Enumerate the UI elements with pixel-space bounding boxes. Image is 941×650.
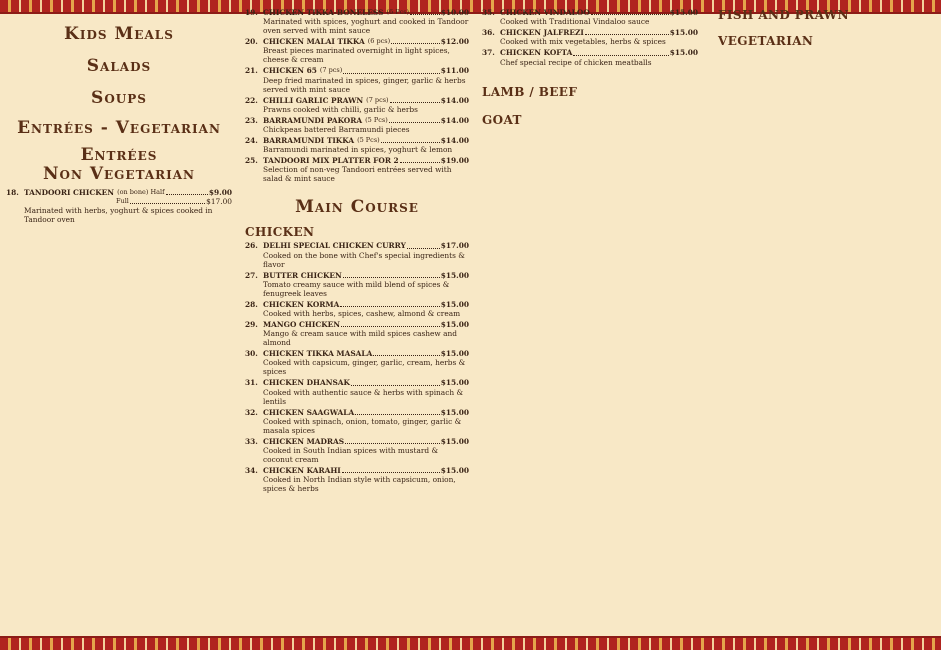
item-name: CHICKEN KORMA bbox=[263, 299, 340, 309]
item-number: 32. bbox=[245, 407, 258, 417]
item-name: CHICKEN DHANSAK bbox=[263, 378, 350, 388]
menu-item-row bbox=[245, 349, 469, 358]
item-price: $14.00 bbox=[440, 136, 469, 146]
item-price: $10.00 bbox=[440, 8, 469, 17]
item-description: Chef special recipe of chicken meatballs bbox=[500, 57, 652, 67]
item-name: CHICKEN SAAGWALA bbox=[263, 407, 355, 417]
item-description: Tomato creamy sauce with mild blend of spices & fenugreek leaves bbox=[263, 279, 450, 298]
menu-item-row bbox=[245, 466, 469, 475]
item-number: 30. bbox=[245, 349, 258, 359]
item-name: DELHI SPECIAL CHICKEN CURRY bbox=[263, 241, 406, 251]
menu-item-row bbox=[245, 378, 469, 387]
menu-column-4 bbox=[718, 8, 926, 48]
menu-item bbox=[482, 8, 698, 26]
menu-item bbox=[245, 96, 469, 114]
item-price: $14.00 bbox=[440, 95, 469, 105]
dot-leader bbox=[390, 102, 440, 103]
decorative-border-bottom bbox=[0, 636, 941, 650]
item-name: CHICKEN TIKKA MASALA bbox=[263, 349, 373, 359]
menu-item-row bbox=[245, 241, 469, 250]
dot-leader bbox=[341, 326, 440, 327]
section-title-main-course: Main Course bbox=[295, 197, 419, 218]
dot-leader bbox=[591, 14, 669, 15]
section-title-entrees-nonveg-1: Entrées bbox=[80, 145, 158, 165]
item-number: 28. bbox=[245, 299, 258, 309]
section-title-entrees-nonveg-2: Non Vegetarian bbox=[42, 164, 196, 184]
item-description: Breast pieces marinated overnight in light spices, cheese & cream bbox=[263, 46, 450, 65]
dot-leader bbox=[391, 43, 440, 44]
menu-item bbox=[6, 188, 232, 224]
menu-item-row bbox=[245, 300, 469, 309]
menu-item bbox=[245, 116, 469, 134]
item-name: CHILLI GARLIC PRAWN bbox=[263, 95, 364, 105]
item-number: 36. bbox=[482, 28, 495, 38]
item-description: Cooked with authentic sauce & herbs with spinach & lentils bbox=[263, 387, 464, 406]
item-price: $15.00 bbox=[440, 349, 469, 359]
item-note: (7 pcs) bbox=[366, 95, 389, 104]
menu-item-row bbox=[245, 156, 469, 165]
item-number: 24. bbox=[245, 136, 258, 146]
dot-leader bbox=[410, 14, 440, 15]
menu-item-row-2 bbox=[6, 197, 232, 206]
section-title-kids: Kids Meals bbox=[64, 24, 174, 44]
dot-leader bbox=[351, 385, 440, 386]
item-price: $15.00 bbox=[440, 436, 469, 446]
menu-item bbox=[482, 28, 698, 46]
dot-leader bbox=[130, 203, 205, 204]
menu-item-row bbox=[482, 8, 698, 17]
item-price: $15.00 bbox=[669, 48, 698, 58]
dot-leader bbox=[389, 122, 440, 123]
menu-item-row bbox=[245, 320, 469, 329]
item-name: CHICKEN MALAI TIKKA bbox=[263, 37, 365, 47]
chicken-list-a bbox=[245, 241, 469, 493]
section-title-soups: Soups bbox=[91, 88, 147, 108]
dot-leader bbox=[407, 248, 440, 249]
item-name: MANGO CHICKEN bbox=[263, 320, 341, 330]
item-note: (6 pcs) bbox=[367, 37, 391, 46]
item-price: $15.00 bbox=[669, 8, 698, 17]
menu-item-row bbox=[6, 188, 232, 197]
entrees-nonveg-list-b bbox=[245, 8, 469, 183]
item-description: Cooked with spinach, onion, tomato, ginger, garlic & masala spices bbox=[263, 416, 462, 435]
item-note-2: Full bbox=[116, 197, 129, 206]
menu-item bbox=[245, 8, 469, 35]
item-name: BARRAMUNDI PAKORA bbox=[263, 115, 363, 125]
item-price-2: $17.00 bbox=[206, 197, 232, 207]
menu-item bbox=[245, 349, 469, 376]
menu-item-row bbox=[245, 408, 469, 417]
menu-item-row bbox=[245, 116, 469, 125]
item-description: Cooked in South Indian spices with mustard & coconut cream bbox=[263, 446, 439, 465]
item-price: $15.00 bbox=[440, 466, 469, 476]
menu-item bbox=[245, 320, 469, 347]
item-price: $15.00 bbox=[669, 28, 698, 38]
item-description: Mango & cream sauce with mild spices cashew and almond bbox=[263, 329, 457, 348]
item-name: CHICKEN JALFREZI bbox=[500, 28, 584, 38]
item-price: $9.00 bbox=[208, 188, 232, 197]
menu-item-row bbox=[245, 37, 469, 46]
item-name: CHICKEN KOFTA bbox=[500, 48, 573, 58]
menu-column-1 bbox=[6, 24, 232, 224]
item-description: Cooked with Traditional Vindaloo sauce bbox=[500, 17, 650, 27]
item-description: Selection of non-veg Tandoori entrées served with salad & mint sauce bbox=[263, 165, 452, 184]
item-price: $17.00 bbox=[440, 241, 469, 251]
item-price: $14.00 bbox=[440, 115, 469, 125]
menu-item-row bbox=[245, 8, 469, 17]
item-description: Marinated with spices, yoghurt and cooked in Tandoor oven served with mint sauce bbox=[263, 17, 469, 36]
item-price: $12.00 bbox=[440, 37, 469, 47]
menu-column-2 bbox=[245, 6, 469, 493]
menu-item bbox=[245, 378, 469, 405]
menu-item bbox=[245, 466, 469, 493]
item-name: TANDOORI MIX PLATTER FOR 2 bbox=[263, 156, 399, 166]
item-description: Cooked on the bone with Chef's special ingredients & flavor bbox=[263, 250, 465, 269]
item-price: $19.00 bbox=[440, 156, 469, 166]
item-name: CHICKEN 65 bbox=[263, 66, 317, 76]
dot-leader bbox=[342, 472, 440, 473]
item-number: 22. bbox=[245, 95, 258, 105]
item-description: Cooked in North Indian style with capsicum, onion, spices & herbs bbox=[263, 475, 456, 494]
item-description: Chickpeas battered Barramundi pieces bbox=[263, 125, 410, 135]
item-number: 37. bbox=[482, 48, 495, 58]
item-number: 31. bbox=[245, 378, 258, 388]
item-number: 34. bbox=[245, 466, 258, 476]
dot-leader bbox=[166, 194, 208, 195]
item-number: 25. bbox=[245, 156, 258, 166]
dot-leader bbox=[373, 355, 439, 356]
item-number: 33. bbox=[245, 436, 258, 446]
item-price: $15.00 bbox=[440, 378, 469, 388]
item-number: 21. bbox=[245, 66, 258, 76]
item-number: 19. bbox=[245, 8, 258, 17]
menu-item bbox=[245, 241, 469, 268]
menu-item bbox=[245, 66, 469, 93]
item-description: Deep fried marinated in spices, ginger, garlic & herbs served with mint sauce bbox=[263, 75, 466, 94]
chicken-list-b bbox=[482, 8, 698, 67]
dot-leader bbox=[340, 306, 439, 307]
menu-item bbox=[245, 136, 469, 154]
menu-item bbox=[482, 48, 698, 66]
menu-item bbox=[245, 408, 469, 435]
item-number: 18. bbox=[6, 188, 19, 197]
menu-item-row bbox=[482, 48, 698, 57]
dot-leader bbox=[345, 443, 440, 444]
item-number: 27. bbox=[245, 270, 258, 280]
dot-leader bbox=[585, 34, 669, 35]
item-description: Cooked with capsicum, ginger, garlic, cream, herbs & spices bbox=[263, 358, 466, 377]
menu-item bbox=[245, 300, 469, 318]
item-name: CHICKEN TIKKA-BONELESS bbox=[263, 8, 384, 17]
section-title-entrees-veg: Entrées - Vegetarian bbox=[17, 118, 221, 138]
dot-leader bbox=[400, 162, 440, 163]
section-title-lamb: LAMB / BEEF bbox=[482, 84, 578, 99]
item-number: 20. bbox=[245, 37, 258, 47]
item-name: CHICKEN KARAHI bbox=[263, 466, 341, 476]
item-description: Prawns cooked with chilli, garlic & herbs bbox=[263, 104, 418, 114]
item-description: Cooked with herbs, spices, cashew, almond & cream bbox=[263, 309, 461, 319]
entrees-nonveg-list-a bbox=[6, 188, 232, 224]
menu-item-row bbox=[245, 66, 469, 75]
item-name: BARRAMUNDI TIKKA bbox=[263, 136, 355, 146]
item-note: (7 pcs) bbox=[319, 66, 343, 75]
dot-leader bbox=[355, 414, 440, 415]
dot-leader bbox=[573, 55, 668, 56]
item-name: TANDOORI CHICKEN bbox=[24, 188, 115, 197]
menu-item-row bbox=[245, 437, 469, 446]
menu-item-row bbox=[245, 271, 469, 280]
item-price: $15.00 bbox=[440, 270, 469, 280]
item-price: $15.00 bbox=[440, 299, 469, 309]
item-price: $15.00 bbox=[440, 407, 469, 417]
dot-leader bbox=[343, 277, 440, 278]
section-title-salads: Salads bbox=[86, 56, 152, 76]
item-description: Barramundi marinated in spices, yoghurt & lemon bbox=[263, 145, 453, 155]
item-name: CHICKEN VINDALOO bbox=[500, 8, 590, 17]
menu-item-row bbox=[245, 136, 469, 145]
section-title-fish: FISH AND PRAWN bbox=[718, 8, 849, 22]
item-number: 23. bbox=[245, 115, 258, 125]
item-note: (5 Pcs) bbox=[365, 115, 388, 124]
menu-item-row bbox=[482, 28, 698, 37]
item-number: 26. bbox=[245, 241, 258, 251]
menu-item bbox=[245, 37, 469, 64]
dot-leader bbox=[343, 73, 439, 74]
item-description: Marinated with herbs, yoghurt & spices cooked in Tandoor oven bbox=[24, 206, 213, 225]
menu-item bbox=[245, 437, 469, 464]
menu-column-3 bbox=[482, 6, 698, 129]
item-name: BUTTER CHICKEN bbox=[263, 270, 342, 280]
menu-item bbox=[245, 271, 469, 298]
section-title-vegetarian: VEGETARIAN bbox=[718, 34, 814, 48]
dot-leader bbox=[381, 142, 440, 143]
item-price: $15.00 bbox=[440, 320, 469, 330]
item-note: (5 Pcs) bbox=[357, 136, 380, 145]
item-name: CHICKEN MADRAS bbox=[263, 436, 345, 446]
item-note: (on bone) Half bbox=[117, 188, 165, 196]
item-price: $11.00 bbox=[440, 66, 469, 76]
item-number: 29. bbox=[245, 320, 258, 330]
section-title-goat: GOAT bbox=[482, 112, 522, 127]
item-number: 35. bbox=[482, 8, 495, 17]
item-note: (6 Pcs) bbox=[386, 8, 410, 16]
menu-item-row bbox=[245, 96, 469, 105]
item-description: Cooked with mix vegetables, herbs & spices bbox=[500, 37, 666, 47]
menu-item bbox=[245, 156, 469, 183]
section-title-chicken: CHICKEN bbox=[245, 225, 315, 240]
